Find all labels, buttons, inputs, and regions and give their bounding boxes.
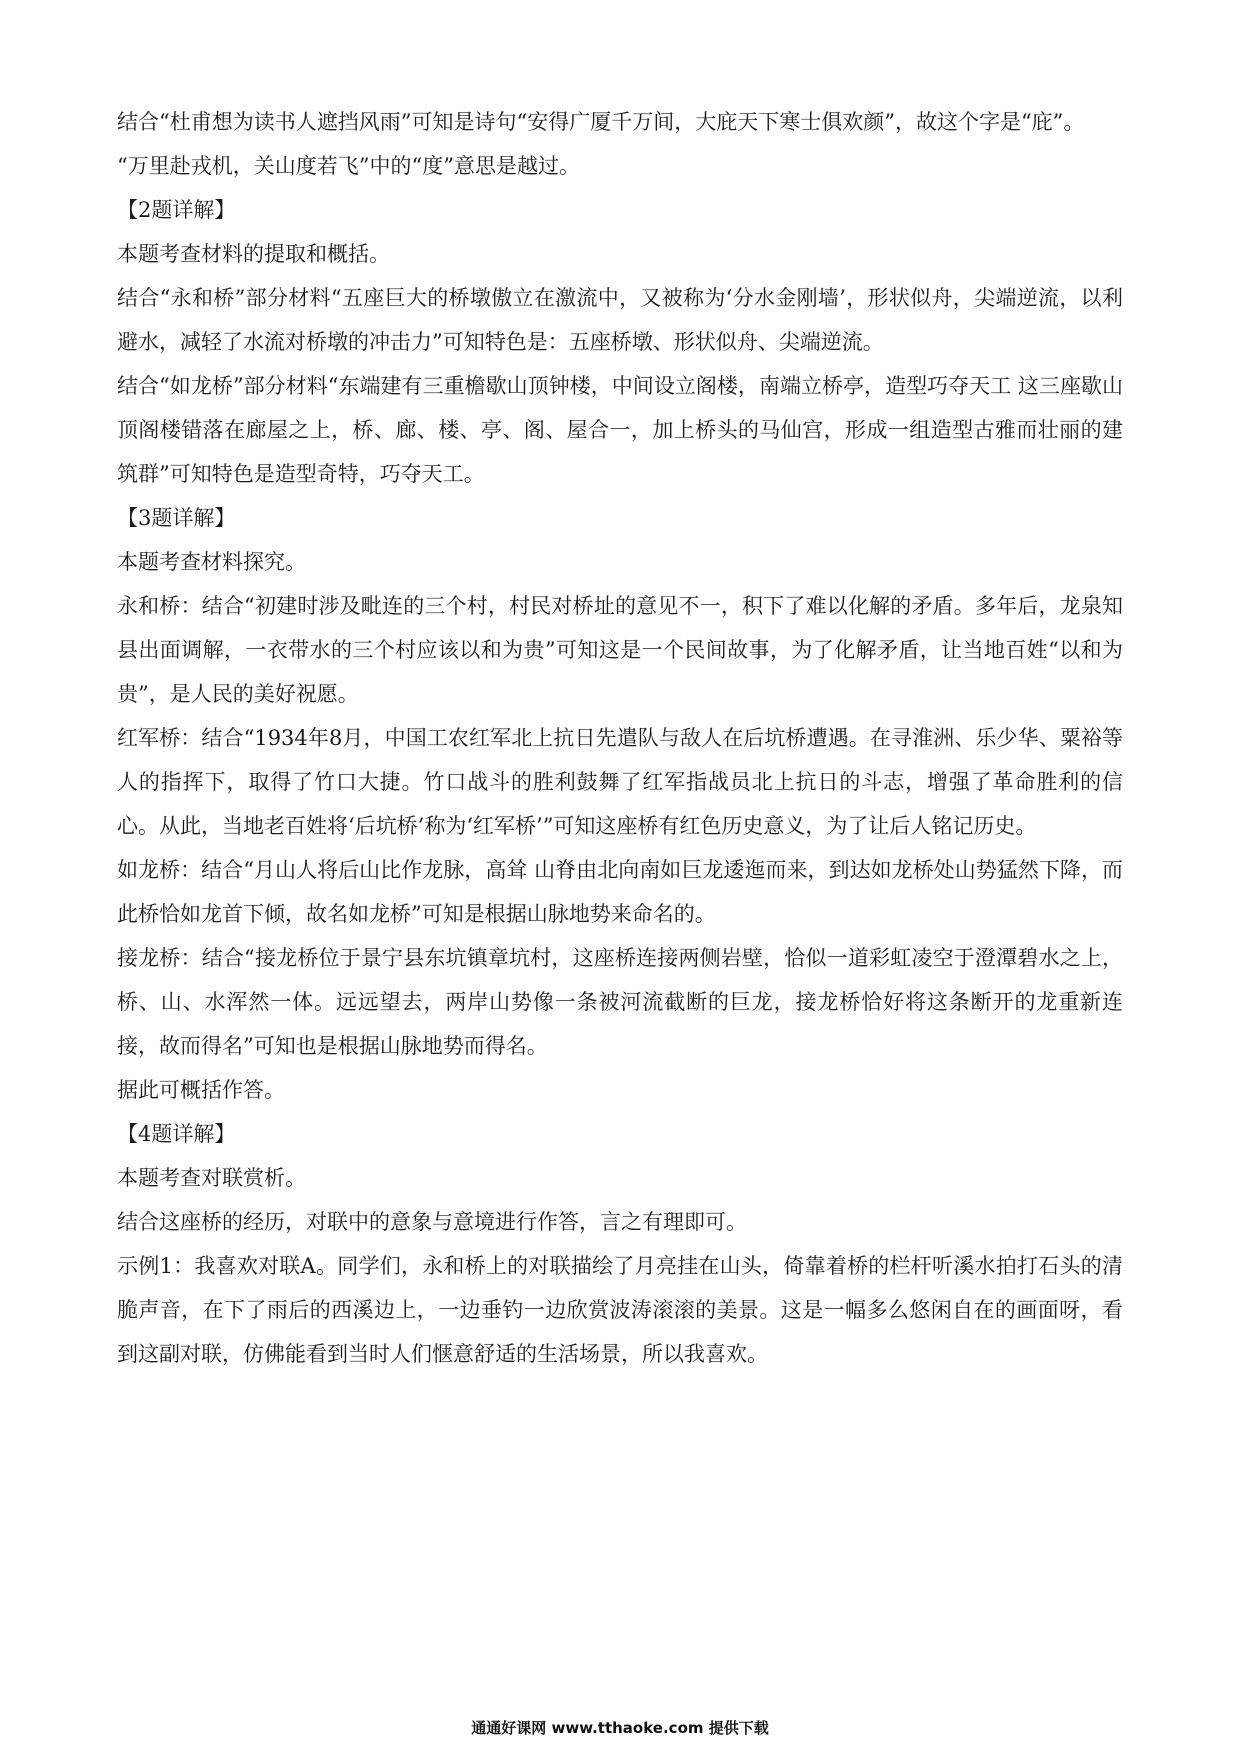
heading-q3-explanation: 【3题详解】: [117, 506, 236, 530]
paragraph-q3-red-army-bridge: 红军桥：结合“1934年8月，中国工农红军北上抗日先遣队与敌人在后坑桥遭遇。在寻淮洲、乐少华、粟裕等人的指挥下，取得了竹口大捷。竹口战斗的胜利鼓舞了红军指战员北上抗日的斗志，增强了革命胜利的信心。从此，当地老百姓将‘后坑桥’称为‘红军桥’”可知这座桥有红色历史意义，为了让后人铭记历史。: [117, 726, 1123, 838]
paragraph-q3-intro: 本题考查材料探究。: [117, 550, 306, 574]
page-footer-source: 通通好课网 www.tthaoke.com 提供下载: [471, 1719, 769, 1737]
paragraph-q3-jielong-bridge: 接龙桥：结合“接龙桥位于景宁县东坑镇章坑村，这座桥连接两侧岩壁，恰似一道彩虹凌空于澄潭碧水之上，桥、山、水浑然一体。远远望去，两岸山势像一条被河流截断的巨龙，接龙桥恰好将这条断开的龙重新连接，故而得名”可知也是根据山脉地势而得名。: [117, 946, 1123, 1058]
paragraph-q4-example: 示例1：我喜欢对联A。同学们，永和桥上的对联描绘了月亮挂在山头，倚靠着桥的栏杆听溪水拍打石头的清脆声音，在下了雨后的西溪边上，一边垂钓一边欣赏波涛滚滚的美景。这是一幅多么悠闲自在的画面呀，看到这副对联，仿佛能看到当时人们惬意舒适的生活场景，所以我喜欢。: [117, 1254, 1123, 1366]
heading-q4-explanation: 【4题详解】: [117, 1122, 236, 1146]
paragraph-q2-yonghe-bridge: 结合“永和桥”部分材料“五座巨大的桥墩傲立在激流中，又被称为‘分水金刚墙’，形状似舟，尖端逆流，以利避水，减轻了水流对桥墩的冲击力”可知特色是：五座桥墩、形状似舟、尖端逆流。: [117, 286, 1123, 354]
paragraph-answer-cross: “万里赴戎机，关山度若飞”中的“度”意思是越过。: [117, 154, 580, 178]
document-body: [117, 100, 1123, 1376]
paragraph-q4-intro: 本题考查对联赏析。: [117, 1166, 306, 1190]
paragraph-q3-rulong-bridge: 如龙桥：结合“月山人将后山比作龙脉，高耸 山脊由北向南如巨龙逶迤而来，到达如龙桥处山势猛然下降，而此桥恰如龙首下倾，故名如龙桥”可知是根据山脉地势来命名的。: [117, 858, 1123, 926]
paragraph-q2-intro: 本题考查材料的提取和概括。: [117, 242, 390, 266]
paragraph-q3-summary: 据此可概括作答。: [117, 1078, 285, 1102]
paragraph-q3-yonghe-bridge: 永和桥：结合“初建时涉及毗连的三个村，村民对桥址的意见不一，积下了难以化解的矛盾。多年后，龙泉知县出面调解，一衣带水的三个村应该以和为贵”可知这是一个民间故事，为了化解矛盾，让当地百姓“以和为贵”，是人民的美好祝愿。: [117, 594, 1123, 706]
heading-q2-explanation: 【2题详解】: [117, 198, 236, 222]
paragraph-q2-rulong-bridge: 结合“如龙桥”部分材料“东端建有三重檐歇山顶钟楼，中间设立阁楼，南端立桥亭，造型巧夺天工 这三座歇山顶阁楼错落在廊屋之上，桥、廊、楼、亭、阁、屋合一，加上桥头的马仙宫，形成一组造型古雅而壮丽的建筑群”可知特色是造型奇特，巧夺天工。: [117, 374, 1123, 486]
paragraph-answer-shelter: 结合“杜甫想为读书人遮挡风雨”可知是诗句“安得广厦千万间，大庇天下寒士俱欢颜”，故这个字是“庇”。: [117, 110, 1085, 134]
paragraph-q4-guidance: 结合这座桥的经历，对联中的意象与意境进行作答，言之有理即可。: [117, 1210, 747, 1234]
